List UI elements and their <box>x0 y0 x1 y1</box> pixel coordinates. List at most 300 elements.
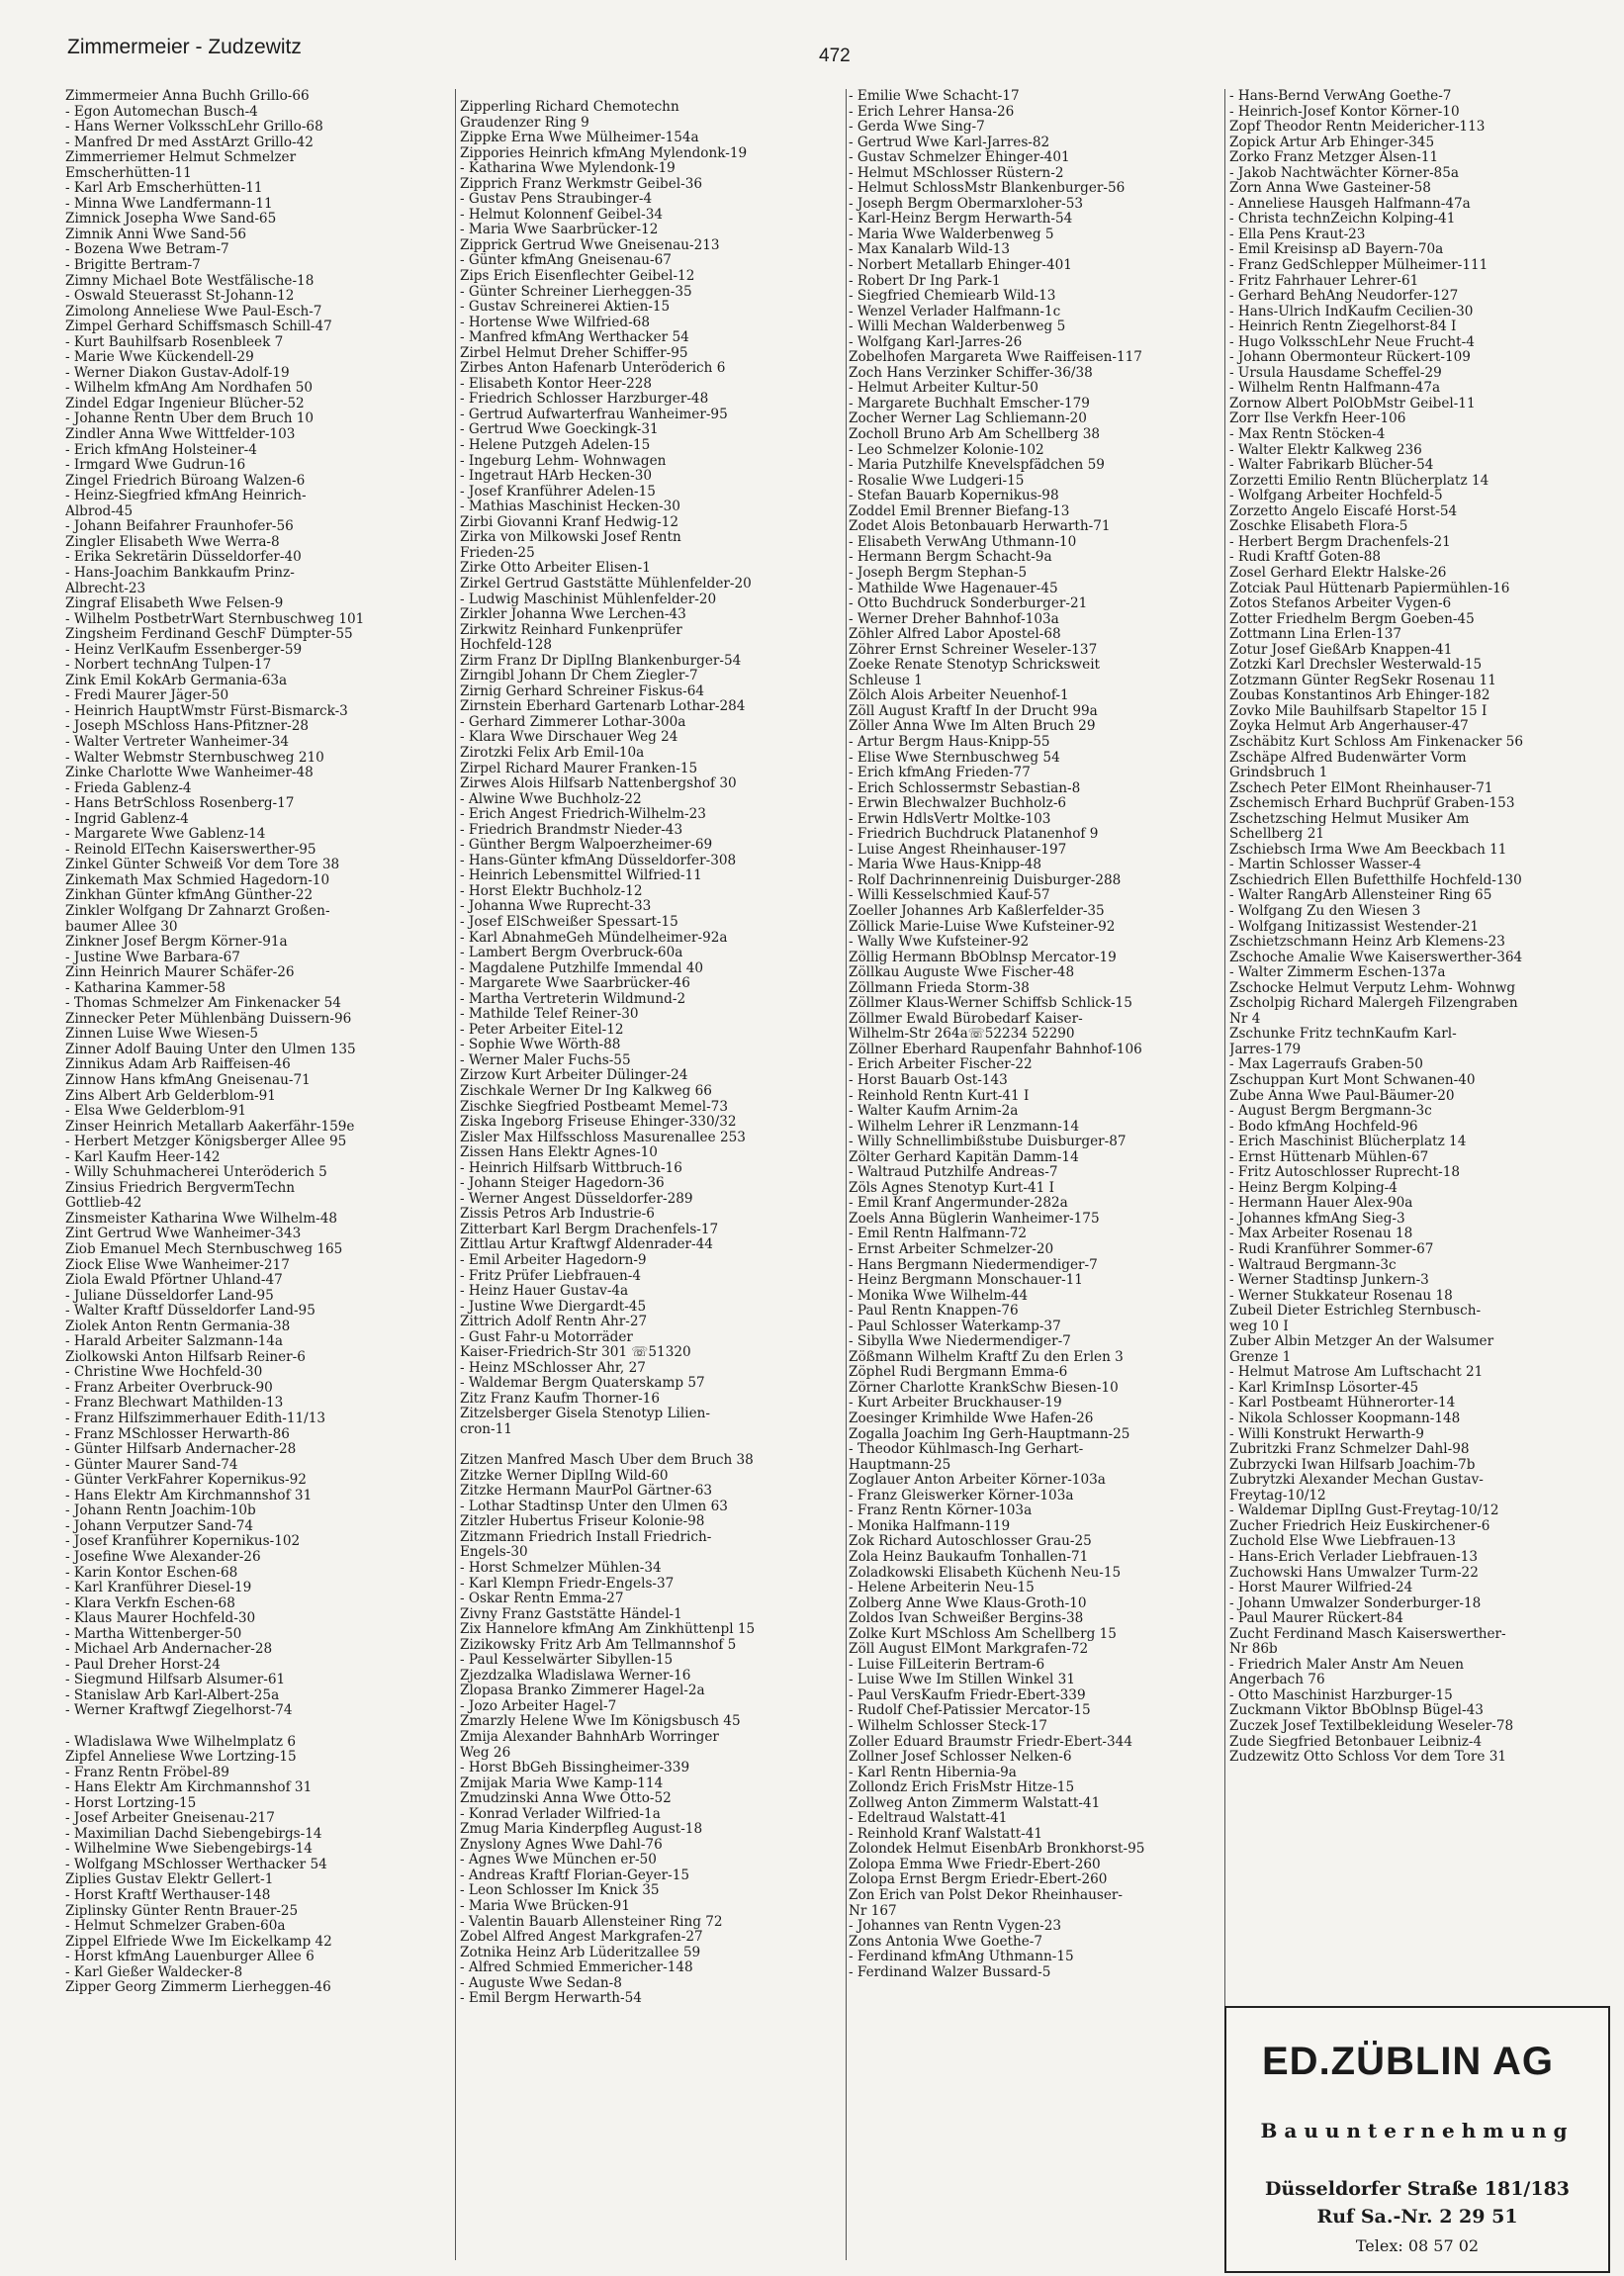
directory-entry: Zoch Hans Verzinker Schiffer-36/38 <box>849 365 1093 381</box>
directory-entry: - Brigitte Bertram-7 <box>65 258 201 274</box>
directory-entry: - Hans-Ulrich IndKaufm Cecilien-30 <box>1229 304 1474 319</box>
directory-entry: - Heinz VerlKaufm Essenberger-59 <box>65 642 303 658</box>
directory-entry: - Maria Wwe Haus-Knipp-48 <box>849 858 1042 873</box>
directory-entry: - Günter Maurer Sand-74 <box>65 1457 238 1473</box>
directory-entry: - Willi Kesselschmied Kauf-57 <box>849 888 1050 904</box>
directory-entry: - Robert Dr Ing Park-1 <box>849 273 1001 289</box>
directory-entry: Zirpel Richard Maurer Franken-15 <box>460 761 698 776</box>
directory-entry: - Margarete Buchhalt Emscher-179 <box>849 396 1090 411</box>
directory-entry: Zingraf Elisabeth Wwe Felsen-9 <box>65 596 284 612</box>
directory-entry: Zimmerriemer Helmut Schmelzer <box>65 150 297 166</box>
directory-entry: Zolondek Helmut EisenbArb Bronkhorst-95 <box>849 1842 1145 1858</box>
directory-entry: - Johann Beifahrer Fraunhofer-56 <box>65 519 294 535</box>
directory-entry: Zimny Michael Bote Westfälische-18 <box>65 273 315 289</box>
directory-entry: Zinkhan Günter kfmAng Günther-22 <box>65 888 314 904</box>
directory-entry: Zubritzki Franz Schmelzer Dahl-98 <box>1229 1442 1470 1458</box>
directory-entry: Zirotzki Felix Arb Emil-10a <box>460 745 645 761</box>
directory-entry: Zöllig Hermann BbOblnsp Mercator-19 <box>849 950 1117 965</box>
directory-entry: Jarres-179 <box>1229 1042 1302 1057</box>
directory-entry: - Erich kfmAng Frieden-77 <box>849 766 1031 781</box>
directory-entry: - Bodo kfmAng Hochfeld-96 <box>1229 1119 1418 1135</box>
directory-entry: Zorr Ilse Verkfn Heer-106 <box>1229 411 1406 427</box>
directory-entry: Zizikowsky Fritz Arb Am Tellmannshof 5 <box>460 1637 737 1653</box>
directory-entry: - Walter Webmstr Sternbuschweg 210 <box>65 750 324 766</box>
directory-entry: Zschietzschmann Heinz Arb Klemens-23 <box>1229 935 1505 951</box>
directory-entry: Zollweg Anton Zimmerm Walstatt-41 <box>849 1795 1101 1811</box>
directory-entry: - Emil Arbeiter Hagedorn-9 <box>460 1253 647 1269</box>
directory-entry: Zolopa Emma Wwe Friedr-Ebert-260 <box>849 1857 1101 1872</box>
directory-entry: - Manfred Dr med AsstArzt Grillo-42 <box>65 135 314 150</box>
directory-entry: - Hortense Wwe Wilfried-68 <box>460 315 650 330</box>
directory-entry: Zotzmann Günter RegSekr Rosenau 11 <box>1229 673 1496 688</box>
directory-entry: Zitzke Werner DiplIng Wild-60 <box>460 1468 669 1484</box>
directory-entry: - Wilhelm PostbetrWart Sternbuschweg 101 <box>65 611 365 627</box>
directory-entry: - Heinrich HauptWmstr Fürst-Bismarck-3 <box>65 703 348 719</box>
directory-entry: - Theodor Kühlmasch-Ing Gerhart- <box>849 1442 1084 1458</box>
directory-entry: - Emil Bergm Herwarth-54 <box>460 1991 642 2007</box>
directory-entry: Zodet Alois Betonbauarb Herwarth-71 <box>849 519 1111 535</box>
directory-entry: Zolke Kurt MSchloss Am Schellberg 15 <box>849 1626 1117 1642</box>
directory-entry: - Oswald Steuerasst St-Johann-12 <box>65 289 295 305</box>
advertisement-box <box>1224 2006 1610 2273</box>
directory-entry: Zöphel Rudi Bergmann Emma-6 <box>849 1365 1068 1381</box>
directory-entry: Zube Anna Wwe Paul-Bäumer-20 <box>1229 1088 1455 1104</box>
directory-entry: - Sibylla Wwe Niedermendiger-7 <box>849 1334 1071 1350</box>
directory-entry: Zittrich Adolf Rentn Ahr-27 <box>460 1315 648 1330</box>
directory-entry: Zinn Heinrich Maurer Schäfer-26 <box>65 965 295 981</box>
directory-entry: - Johann Umwalzer Sonderburger-18 <box>1229 1595 1482 1611</box>
directory-entry: - Karl Rentn Hibernia-9a <box>849 1765 1017 1780</box>
directory-entry: Zittlau Artur Kraftwgf Aldenrader-44 <box>460 1237 713 1253</box>
directory-entry: - Siegfried Chemiearb Wild-13 <box>849 289 1056 305</box>
directory-entry: Zissen Hans Elektr Agnes-10 <box>460 1145 658 1161</box>
directory-entry: Zjezdzalka Wladislawa Werner-16 <box>460 1668 691 1684</box>
logo-text: ED.ZÜBLIN AG <box>1262 2040 1554 2083</box>
directory-entry: - Irmgard Wwe Gudrun-16 <box>65 458 246 474</box>
directory-entry: Zirbi Giovanni Kranf Hedwig-12 <box>460 514 679 530</box>
directory-entry: Zocholl Bruno Arb Am Schellberg 38 <box>849 427 1101 443</box>
directory-entry: Zoddel Emil Brenner Biefang-13 <box>849 503 1070 519</box>
directory-entry: - Gust Fahr-u Motorräder <box>460 1329 633 1345</box>
directory-entry: Freytag-10/12 <box>1229 1488 1326 1503</box>
directory-entry: - Joseph Bergm Stephan-5 <box>849 565 1028 581</box>
directory-entry: Gottlieb-42 <box>65 1196 142 1212</box>
directory-entry: Zubrzycki Iwan Hilfsarb Joachim-7b <box>1229 1457 1476 1473</box>
directory-entry: - Erich kfmAng Holsteiner-4 <box>65 442 257 458</box>
directory-entry: Zoschke Elisabeth Flora-5 <box>1229 519 1408 535</box>
directory-entry: - Walter Vertreter Wanheimer-34 <box>65 734 290 750</box>
directory-entry: - Nikola Schlosser Koopmann-148 <box>1229 1411 1461 1427</box>
directory-entry: - Hugo VolksschLehr Neue Frucht-4 <box>1229 334 1475 350</box>
directory-entry: - Gertrud Aufwarterfrau Wanheimer-95 <box>460 407 728 422</box>
directory-entry: - Helmut SchlossMstr Blankenburger-56 <box>849 181 1126 197</box>
directory-entry: - Werner Kraftwgf Ziegelhorst-74 <box>65 1703 293 1719</box>
directory-entry: - Willi Konstrukt Herwarth-9 <box>1229 1426 1424 1442</box>
directory-entry: - Franz Blechwart Mathilden-13 <box>65 1396 284 1411</box>
directory-entry: - Klara Wwe Dirschauer Weg 24 <box>460 730 678 746</box>
directory-column-3 <box>849 89 1229 2265</box>
directory-entry: Zinkler Wolfgang Dr Zahnarzt Großen- <box>65 903 330 919</box>
directory-entry: Zmug Maria Kinderpfleg August-18 <box>460 1822 703 1838</box>
directory-entry <box>65 1719 451 1735</box>
directory-entry: Zschetzsching Helmut Musiker Am <box>1229 811 1470 827</box>
directory-entry: - Gerhard BehAng Neudorfer-127 <box>1229 289 1459 305</box>
directory-entry: Zirbes Anton Hafenarb Unteröderich 6 <box>460 361 726 377</box>
directory-entry: Zöll August ElMont Markgrafen-72 <box>849 1642 1089 1658</box>
directory-entry: - Johannes kfmAng Sieg-3 <box>1229 1211 1405 1227</box>
directory-entry: Zschiebsch Irma Wwe Am Beeckbach 11 <box>1229 842 1507 858</box>
directory-entry: - Fritz Fahrhauer Lehrer-61 <box>1229 273 1419 289</box>
directory-entry: Zmija Alexander BahnhArb Worringer <box>460 1729 719 1745</box>
directory-entry: - Hans BetrSchloss Rosenberg-17 <box>65 796 295 812</box>
directory-entry: Zischke Siegfried Postbeamt Memel-73 <box>460 1099 728 1115</box>
directory-entry: - Helmut MSchlosser Rüstern-2 <box>849 165 1064 181</box>
directory-entry: - Elise Wwe Sternbuschweg 54 <box>849 750 1060 766</box>
directory-entry: - Helmut Matrose Am Luftschacht 21 <box>1229 1365 1484 1381</box>
directory-entry: Zirnstein Eberhard Gartenarb Lothar-284 <box>460 699 746 715</box>
directory-entry: - Christine Wwe Hochfeld-30 <box>65 1365 263 1381</box>
directory-entry: - Norbert Metallarb Ehinger-401 <box>849 258 1072 274</box>
directory-entry: Zotciak Paul Hüttenarb Papiermühlen-16 <box>1229 581 1510 596</box>
directory-entry: Hochfeld-128 <box>460 638 553 654</box>
directory-entry: - Werner Maler Fuchs-55 <box>460 1052 631 1068</box>
directory-entry: - Fredi Maurer Jäger-50 <box>65 688 229 704</box>
directory-entry: - Kurt Bauhilfsarb Rosenbleek 7 <box>65 334 284 350</box>
directory-entry: - Justine Wwe Barbara-67 <box>65 950 240 965</box>
directory-entry: - Heinrich Rentn Ziegelhorst-84 I <box>1229 319 1457 335</box>
directory-entry: - Friedrich Buchdruck Platanenhof 9 <box>849 827 1099 843</box>
directory-entry: - Paul Schlosser Waterkamp-37 <box>849 1319 1061 1334</box>
directory-entry: - Artur Bergm Haus-Knipp-55 <box>849 734 1050 750</box>
directory-entry: Nr 167 <box>849 1903 897 1919</box>
directory-entry: - Ursula Hausdame Scheffel-29 <box>1229 365 1442 381</box>
directory-entry: - Konrad Verlader Wilfried-1a <box>460 1806 661 1822</box>
directory-entry: - Auguste Wwe Sedan-8 <box>460 1975 622 1991</box>
directory-entry: Zips Erich Eisenflechter Geibel-12 <box>460 269 695 285</box>
directory-entry: Zottmann Lina Erlen-137 <box>1229 627 1402 643</box>
directory-entry: - Walter RangArb Allensteiner Ring 65 <box>1229 888 1492 904</box>
directory-entry: Zitz Franz Kaufm Thorner-16 <box>460 1391 660 1407</box>
directory-entry: Zok Richard Autoschlosser Grau-25 <box>849 1534 1092 1550</box>
directory-entry: Zschäpe Alfred Budenwärter Vorm <box>1229 750 1467 766</box>
directory-entry: - Gustav Schreinerei Aktien-15 <box>460 300 671 316</box>
directory-entry: Zöllner Eberhard Raupenfahr Bahnhof-106 <box>849 1042 1142 1057</box>
directory-entry: cron-11 <box>460 1422 512 1438</box>
directory-entry: Zörner Charlotte KrankSchw Biesen-10 <box>849 1380 1119 1396</box>
directory-entry: - Mathilde Wwe Hagenauer-45 <box>849 581 1058 596</box>
directory-entry: - Johann Obermonteur Rückert-109 <box>1229 350 1471 366</box>
directory-entry: - Helmut Arbeiter Kultur-50 <box>849 381 1038 397</box>
directory-entry: Kaiser-Friedrich-Str 301 ☏51320 <box>460 1345 691 1361</box>
directory-entry: Zornow Albert PolObMstr Geibel-11 <box>1229 396 1476 411</box>
directory-entry: - Helmut Kolonnenf Geibel-34 <box>460 207 663 223</box>
directory-entry: - Wolfgang Zu den Wiesen 3 <box>1229 903 1421 919</box>
directory-entry: - Maria Wwe Saarbrücker-12 <box>460 223 659 238</box>
directory-entry: Zubrytzki Alexander Mechan Gustav- <box>1229 1473 1484 1489</box>
directory-entry: Zogalla Joachim Ing Gerh-Hauptmann-25 <box>849 1426 1130 1442</box>
directory-entry: - Luise Angest Rheinhauser-197 <box>849 842 1067 858</box>
directory-entry: - Max Arbeiter Rosenau 18 <box>1229 1227 1413 1242</box>
directory-entry: Zirm Franz Dr DiplIng Blankenburger-54 <box>460 653 742 669</box>
directory-entry: - Johannes van Rentn Vygen-23 <box>849 1919 1062 1935</box>
directory-entry: - Rolf Dachrinnenreinig Duisburger-288 <box>849 872 1122 888</box>
directory-entry: - Reinhold Kranf Walstatt-41 <box>849 1826 1043 1842</box>
directory-entry: Zöller Anna Wwe Im Alten Bruch 29 <box>849 719 1096 735</box>
directory-entry: - Emil Kranf Angermunder-282a <box>849 1196 1068 1212</box>
directory-entry: Zorzetto Angelo Eiscafé Horst-54 <box>1229 503 1458 519</box>
directory-entry: - Erwin Blechwalzer Buchholz-6 <box>849 796 1067 812</box>
business-type: Bauunternehmung <box>1260 2119 1575 2142</box>
directory-entry: - Jakob Nachtwächter Körner-85a <box>1229 165 1459 181</box>
directory-entry: - Paul Dreher Horst-24 <box>65 1657 221 1673</box>
directory-entry: - Herbert Metzger Königsberger Allee 95 <box>65 1135 347 1150</box>
directory-entry: - Jozo Arbeiter Hagel-7 <box>460 1698 617 1714</box>
directory-entry: Zivny Franz Gaststätte Händel-1 <box>460 1606 682 1622</box>
directory-entry: Ziska Ingeborg Friseuse Ehinger-330/32 <box>460 1115 737 1131</box>
directory-entry: - Karl Gießer Waldecker-8 <box>65 1964 243 1980</box>
directory-entry: Zude Siegfried Betonbauer Leibniz-4 <box>1229 1734 1483 1750</box>
directory-entry: Ziplies Gustav Elektr Gellert-1 <box>65 1872 274 1888</box>
directory-entry: Zschäbitz Kurt Schloss Am Finkenacker 56 <box>1229 734 1523 750</box>
directory-entry: Zinsius Friedrich BergvermTechn <box>65 1180 296 1196</box>
directory-entry: - Ferdinand kfmAng Uthmann-15 <box>849 1950 1074 1965</box>
directory-entry: Graudenzer Ring 9 <box>460 115 589 131</box>
directory-entry: Zirbel Helmut Dreher Schiffer-95 <box>460 345 688 361</box>
directory-entry: - Heinrich Lebensmittel Wilfried-11 <box>460 868 702 884</box>
directory-entry: - Karl Kaufm Heer-142 <box>65 1149 221 1165</box>
directory-entry: Zipper Georg Zimmerm Lierheggen-46 <box>65 1980 331 1996</box>
directory-entry: - Willi Mechan Walderbenweg 5 <box>849 319 1066 335</box>
directory-entry: Zippel Elfriede Wwe Im Eickelkamp 42 <box>65 1934 332 1950</box>
directory-entry: Zimpel Gerhard Schiffsmasch Schill-47 <box>65 319 332 335</box>
directory-entry: - Johann Rentn Joachim-10b <box>65 1503 256 1519</box>
directory-entry: Zoubas Konstantinos Arb Ehinger-182 <box>1229 688 1490 704</box>
directory-entry: - Horst Schmelzer Mühlen-34 <box>460 1560 662 1576</box>
directory-entry: Zippke Erna Wwe Mülheimer-154a <box>460 131 699 146</box>
directory-entry: Zollner Josef Schlosser Nelken-6 <box>849 1750 1072 1766</box>
directory-entry: - Paul Rentn Knappen-76 <box>849 1304 1019 1320</box>
directory-entry: - Helene Arbeiterin Neu-15 <box>849 1581 1035 1596</box>
directory-entry: Zoglauer Anton Arbeiter Körner-103a <box>849 1473 1106 1489</box>
company-address: Düsseldorfer Straße 181/183 <box>1264 2178 1571 2200</box>
directory-entry: Zölch Alois Arbeiter Neuenhof-1 <box>849 688 1069 704</box>
directory-entry: - Wilhelm Schlosser Steck-17 <box>849 1718 1048 1734</box>
directory-entry: weg 10 I <box>1229 1319 1289 1334</box>
directory-entry: - Luise Wwe Im Stillen Winkel 31 <box>849 1673 1075 1688</box>
directory-entry: - Josef Arbeiter Gneisenau-217 <box>65 1811 275 1827</box>
directory-entry: - Karl Arb Emscherhütten-11 <box>65 181 263 197</box>
directory-entry: Ziola Ewald Pförtner Uhland-47 <box>65 1273 283 1289</box>
directory-entry: Zoeke Renate Stenotyp Schricksweit <box>849 658 1101 674</box>
directory-entry: - Karin Kontor Eschen-68 <box>65 1565 238 1581</box>
directory-entry: - Franz GedSchlepper Mülheimer-111 <box>1229 258 1489 274</box>
directory-entry: Zmudzinski Anna Wwe Otto-52 <box>460 1791 672 1807</box>
directory-entry: - Wilhelm Lehrer iR Lenzmann-14 <box>849 1119 1080 1135</box>
directory-entry: Engels-30 <box>460 1545 528 1561</box>
directory-entry: Zorzetti Emilio Rentn Blücherplatz 14 <box>1229 473 1489 489</box>
directory-entry: - Walter Zimmerm Eschen-137a <box>1229 965 1446 981</box>
directory-entry: - Franz Rentn Fröbel-89 <box>65 1765 229 1780</box>
directory-entry: - Herbert Bergm Drachenfels-21 <box>1229 534 1451 550</box>
directory-entry: - Norbert technAng Tulpen-17 <box>65 658 272 674</box>
directory-entry: Zirka von Milkowski Josef Rentn <box>460 530 681 546</box>
directory-entry: - Hans Bergmann Niedermendiger-7 <box>849 1257 1098 1273</box>
directory-entry: Zingler Elisabeth Wwe Werra-8 <box>65 534 280 550</box>
directory-entry: Zirke Otto Arbeiter Elisen-1 <box>460 561 651 577</box>
directory-entry: Zisler Max Hilfsschloss Masurenallee 253 <box>460 1130 746 1145</box>
directory-entry: Zint Gertrud Wwe Wanheimer-343 <box>65 1227 302 1242</box>
directory-entry: - Egon Automechan Busch-4 <box>65 104 258 120</box>
directory-entry: - Werner Diakon Gustav-Adolf-19 <box>65 365 290 381</box>
directory-entry: - Günter VerkFahrer Kopernikus-92 <box>65 1473 307 1489</box>
directory-entry: - Katharina Kammer-58 <box>65 980 226 996</box>
directory-entry: - Lothar Stadtinsp Unter den Ulmen 63 <box>460 1499 728 1514</box>
company-phone: Ruf Sa.-Nr. 2 29 51 <box>1316 2206 1518 2228</box>
directory-entry: Zudzewitz Otto Schloss Vor dem Tore 31 <box>1229 1750 1506 1766</box>
directory-entry: - Erich Arbeiter Fischer-22 <box>849 1057 1033 1073</box>
directory-entry: - Monika Halfmann-119 <box>849 1518 1011 1534</box>
directory-entry: Zotter Friedhelm Bergm Goeben-45 <box>1229 611 1475 627</box>
directory-entry: Zotur Josef GießArb Knappen-41 <box>1229 642 1453 658</box>
directory-entry: Zschuppan Kurt Mont Schwanen-40 <box>1229 1073 1476 1088</box>
directory-entry: - Monika Wwe Wilhelm-44 <box>849 1288 1029 1304</box>
directory-entry: Grenze 1 <box>1229 1349 1292 1365</box>
directory-entry: Zinner Adolf Bauing Unter den Ulmen 135 <box>65 1042 356 1057</box>
directory-entry: Zinnow Hans kfmAng Gneisenau-71 <box>65 1073 311 1088</box>
directory-entry: Zimmermeier Anna Buchh Grillo-66 <box>65 89 310 104</box>
directory-entry: Ziplinsky Günter Rentn Brauer-25 <box>65 1903 299 1919</box>
directory-entry: - Waltraud Putzhilfe Andreas-7 <box>849 1165 1058 1181</box>
directory-entry: - Fritz Autoschlosser Ruprecht-18 <box>1229 1165 1461 1181</box>
directory-entry: - Ingrid Gablenz-4 <box>65 811 189 827</box>
directory-entry: - Heinrich Hilfsarb Wittbruch-16 <box>460 1160 682 1176</box>
directory-entry: Zinnecker Peter Mühlenbäng Duissern-96 <box>65 1011 352 1027</box>
directory-entry: - Walter Elektr Kalkweg 236 <box>1229 442 1422 458</box>
directory-entry: - Fritz Prüfer Liebfrauen-4 <box>460 1268 641 1284</box>
directory-entry: Znyslony Agnes Wwe Dahl-76 <box>460 1837 663 1853</box>
directory-entry: - Franz Hilfszimmerhauer Edith-11/13 <box>65 1411 326 1427</box>
directory-entry: Zöllmann Frieda Storm-38 <box>849 980 1030 996</box>
directory-entry: - Johann Steiger Hagedorn-36 <box>460 1176 665 1192</box>
directory-entry: Zins Albert Arb Gelderblom-91 <box>65 1088 276 1104</box>
directory-entry: - Horst Lortzing-15 <box>65 1795 197 1811</box>
directory-entry: Zinke Charlotte Wwe Wanheimer-48 <box>65 766 314 781</box>
directory-entry: - Ingetraut HArb Hecken-30 <box>460 469 653 485</box>
directory-entry: Zschoche Amalie Wwe Kaiserswerther-364 <box>1229 950 1523 965</box>
directory-entry: Zipfel Anneliese Wwe Lortzing-15 <box>65 1750 297 1766</box>
directory-entry: Zirkel Gertrud Gaststätte Mühlenfelder-20 <box>460 576 752 592</box>
directory-entry: Zinser Heinrich Metallarb Aakerfähr-159e <box>65 1119 355 1135</box>
directory-entry: - Hermann Bergm Schacht-9a <box>849 550 1052 566</box>
directory-entry: - Alfred Schmied Emmericher-148 <box>460 1960 693 1976</box>
directory-entry: Zon Erich van Polst Dekor Rheinhauser- <box>849 1887 1123 1903</box>
directory-entry: - Emil Kreisinsp aD Bayern-70a <box>1229 242 1444 258</box>
directory-entry: Zimolong Anneliese Wwe Paul-Esch-7 <box>65 304 322 319</box>
directory-entry: Zotnika Heinz Arb Lüderitzallee 59 <box>460 1945 701 1960</box>
directory-entry: Zinkel Günter Schweiß Vor dem Tore 38 <box>65 858 340 873</box>
directory-entry: - Harald Arbeiter Salzmann-14a <box>65 1334 284 1350</box>
directory-entry: - Klaus Maurer Hochfeld-30 <box>65 1611 256 1627</box>
directory-entry: Wilhelm-Str 264a☏52234 52290 <box>849 1027 1075 1043</box>
directory-entry: - Max Kanalarb Wild-13 <box>849 242 1011 258</box>
directory-entry: Zschocke Helmut Verputz Lehm- Wohnwg <box>1229 980 1516 996</box>
directory-entry: - Heinz Bergm Kolping-4 <box>1229 1180 1398 1196</box>
directory-entry: Zöllkau Auguste Wwe Fischer-48 <box>849 965 1075 981</box>
directory-entry: - Johann Verputzer Sand-74 <box>65 1518 254 1534</box>
directory-entry: - Maximilian Dachd Siebengebirgs-14 <box>65 1826 322 1842</box>
directory-entry: - Rudolf Chef-Patissier Mercator-15 <box>849 1703 1091 1719</box>
directory-entry: - Rudi Kraftf Goten-88 <box>1229 550 1382 566</box>
directory-entry: - Alwine Wwe Buchholz-22 <box>460 791 642 807</box>
directory-entry: Zuckmann Viktor BbOblnsp Bügel-43 <box>1229 1703 1484 1719</box>
directory-entry: Zöllmer Ewald Bürobedarf Kaiser- <box>849 1011 1083 1027</box>
directory-entry: - Martha Wittenberger-50 <box>65 1626 242 1642</box>
directory-entry: - Wally Wwe Kufsteiner-92 <box>849 935 1030 951</box>
directory-entry: - Wolfgang Initizassist Westender-21 <box>1229 919 1480 935</box>
directory-entry: - Elisabeth VerwAng Uthmann-10 <box>849 534 1077 550</box>
directory-entry: - Max Rentn Stöcken-4 <box>1229 427 1386 443</box>
directory-entry: Zingel Friedrich Büroang Walzen-6 <box>65 473 306 489</box>
directory-entry: - Maria Wwe Walderbenweg 5 <box>849 227 1054 242</box>
directory-entry: - Franz MSchlosser Herwarth-86 <box>65 1426 290 1442</box>
directory-entry: - Waldemar Bergm Quaterskamp 57 <box>460 1376 705 1392</box>
directory-entry: Zix Hannelore kfmAng Am Zinkhüttenpl 15 <box>460 1622 756 1638</box>
directory-entry: - Ella Pens Kraut-23 <box>1229 227 1366 242</box>
directory-entry: - Martin Schlosser Wasser-4 <box>1229 858 1421 873</box>
directory-entry: Zitzen Manfred Masch Über dem Bruch 38 <box>460 1453 754 1469</box>
directory-entry: Zosel Gerhard Elektr Halske-26 <box>1229 565 1447 581</box>
directory-entry: - Manfred kfmAng Werthacker 54 <box>460 330 689 346</box>
directory-entry: - Otto Buchdruck Sonderburger-21 <box>849 596 1088 612</box>
directory-entry: Angerbach 76 <box>1229 1673 1325 1688</box>
directory-entry: - Heinz Bergmann Monschauer-11 <box>849 1273 1083 1289</box>
directory-entry: - Hans Elektr Am Kirchmannshof 31 <box>65 1488 313 1503</box>
directory-column-2 <box>460 100 851 2276</box>
directory-entry: - Erich Maschinist Blücherplatz 14 <box>1229 1135 1467 1150</box>
directory-entry: - Joseph Bergm Obermarxloher-53 <box>849 196 1084 212</box>
directory-entry: Emscherhütten-11 <box>65 165 192 181</box>
directory-entry: Zopick Artur Arb Ehinger-345 <box>1229 135 1435 150</box>
directory-entry: - Horst Bauarb Ost-143 <box>849 1073 1008 1088</box>
directory-entry: - Hans-Bernd VerwAng Goethe-7 <box>1229 89 1452 104</box>
page-title: Zimmermeier - Zudzewitz <box>67 36 302 58</box>
directory-entry: Frieden-25 <box>460 545 535 561</box>
directory-entry: Ziolek Anton Rentn Germania-38 <box>65 1319 291 1334</box>
directory-entry: - Wilhelm kfmAng Am Nordhafen 50 <box>65 381 314 397</box>
directory-entry: - Friedrich Maler Anstr Am Neuen <box>1229 1657 1465 1673</box>
directory-entry: Zoladkowski Elisabeth Küchenh Neu-15 <box>849 1565 1122 1581</box>
directory-entry: Zoller Eduard Braumstr Friedr-Ebert-344 <box>849 1734 1132 1750</box>
directory-entry: Zipprick Gertrud Wwe Gneisenau-213 <box>460 237 720 253</box>
directory-entry: - Günter Schreiner Lierheggen-35 <box>460 284 692 300</box>
directory-entry: Zschemisch Erhard Buchprüf Graben-153 <box>1229 796 1515 812</box>
directory-entry: - Karl Postbeamt Hühnerorter-14 <box>1229 1396 1456 1411</box>
directory-entry: - Siegmund Hilfsarb Alsumer-61 <box>65 1673 286 1688</box>
directory-entry: - Karl Klempn Friedr-Engels-37 <box>460 1576 675 1592</box>
directory-entry: Albrod-45 <box>65 503 134 519</box>
directory-entry: Zissis Petros Arb Industrie-6 <box>460 1207 655 1223</box>
directory-entry: - Walter Kaufm Arnim-2a <box>849 1104 1019 1120</box>
directory-entry: - Horst Elektr Buchholz-12 <box>460 883 643 899</box>
directory-entry: Zscholpig Richard Malergeh Filzengraben <box>1229 996 1518 1012</box>
directory-entry: Zirnig Gerhard Schreiner Fiskus-64 <box>460 683 705 699</box>
directory-entry: Zingsheim Ferdinand GeschF Dümpter-55 <box>65 627 353 643</box>
directory-entry: Zotzki Karl Drechsler Westerwald-15 <box>1229 658 1483 674</box>
directory-entry: - Wilhelmine Wwe Siebengebirgs-14 <box>65 1842 313 1858</box>
directory-entry: - Erich Lehrer Hansa-26 <box>849 104 1015 120</box>
directory-entry: - August Bergm Bergmann-3c <box>1229 1104 1432 1120</box>
directory-entry: Zuber Albin Metzger An der Walsumer <box>1229 1334 1494 1350</box>
